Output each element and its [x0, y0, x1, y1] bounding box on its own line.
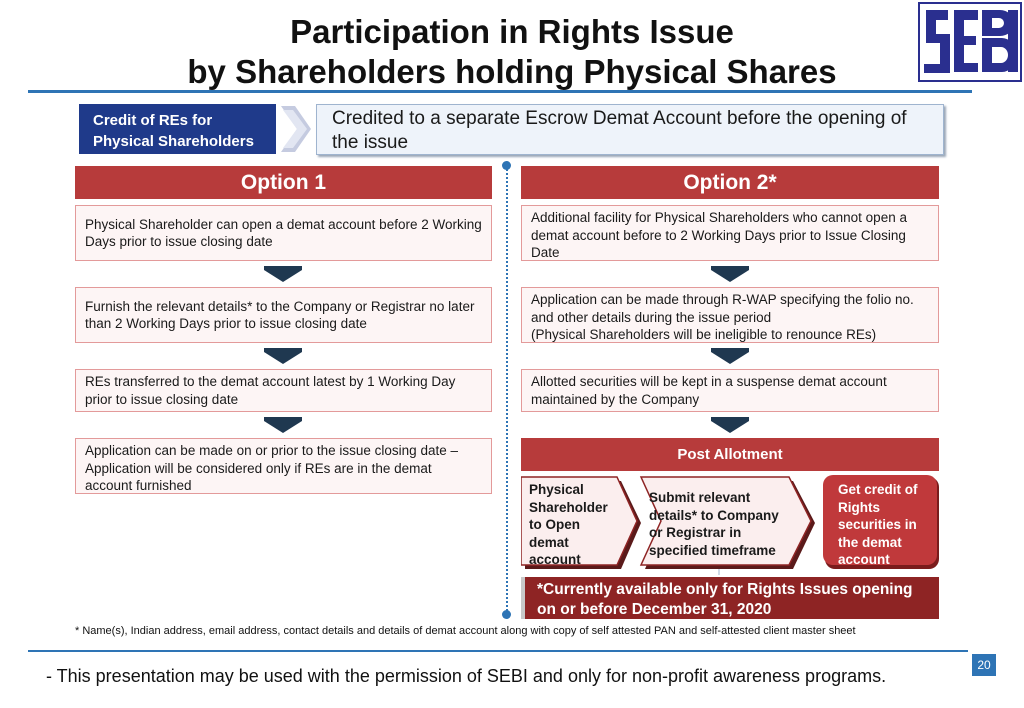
- banner-arrow-icon: [279, 104, 313, 154]
- option-1-heading: Option 1: [75, 166, 492, 199]
- divider-dot-bottom: [502, 610, 511, 619]
- option-2-step-3-text: Allotted securities will be kept in a suspense demat account maintained by the Company: [531, 374, 887, 407]
- option-1-step-4: [75, 438, 492, 494]
- down-arrow-icon: [711, 266, 749, 282]
- option-1-step-1-text: Physical Shareholder can open a demat account before 2 Working Days prior to issue closing date: [85, 216, 482, 249]
- down-arrow-icon: [711, 417, 749, 433]
- chevron-3-text: Get credit of Rights securities in the demat account: [838, 482, 918, 567]
- sebi-logo-icon: [918, 2, 1022, 82]
- option-2-step-1-text: Additional facility for Physical Shareholders who cannot open a demat account before to 2 Working Days prior to Issue Closing Date: [531, 210, 907, 260]
- divider-dot-top: [502, 161, 511, 170]
- footer-disclaimer: - This presentation may be used with the permission of SEBI and only for non-profit awareness programs.: [46, 666, 887, 686]
- option-2-step-1: [521, 205, 939, 261]
- page-number: 20: [972, 654, 996, 676]
- banner-description: Credited to a separate Escrow Demat Account before the opening of the issue: [316, 104, 944, 155]
- chevron-1-text: Physical Shareholder to Open demat account: [529, 482, 608, 567]
- option-1-step-3-text: REs transferred to the demat account latest by 1 Working Day prior to issue closing date: [85, 374, 456, 407]
- option-1-step-3: [75, 369, 492, 412]
- title-rule: [28, 90, 972, 93]
- post-allotment-heading: Post Allotment: [521, 438, 939, 471]
- footer-rule: [28, 650, 968, 652]
- option-1-step-1: [75, 205, 492, 261]
- banner-label: Credit of REs for Physical Shareholders: [79, 104, 276, 154]
- option-2-step-2-text: Application can be made through R-WAP specifying the folio no. and other details during the issue period: [531, 292, 914, 325]
- column-divider: [506, 166, 508, 614]
- chevron-2-text: Submit relevant details* to Company or Registrar in specified timeframe: [649, 490, 779, 558]
- down-arrow-icon: [264, 417, 302, 433]
- option-1-step-4-text: Application can be made on or prior to the issue closing date – Application will be considered only if REs are in the demat account furnished: [85, 443, 458, 493]
- option-2-step-2-subtext: (Physical Shareholders will be ineligible to renounce REs): [531, 327, 877, 342]
- footnote: * Name(s), Indian address, email address, contact details and details of demat account along with copy of self attested PAN and self-attested client master sheet: [75, 625, 856, 637]
- option-2-step-2: [521, 287, 939, 343]
- page-title-line-1: Participation in Rights Issue: [290, 13, 734, 50]
- down-arrow-icon: [264, 266, 302, 282]
- down-arrow-icon: [711, 348, 749, 364]
- availability-note: *Currently available only for Rights Issues opening on or before December 31, 2020: [521, 577, 939, 619]
- page-title-line-2: by Shareholders holding Physical Shares: [187, 53, 837, 90]
- option-2-heading: Option 2*: [521, 166, 939, 199]
- option-1-step-2: [75, 287, 492, 343]
- option-1-step-2-text: Furnish the relevant details* to the Company or Registrar no later than 2 Working Days prior to issue closing date: [85, 298, 475, 331]
- down-arrow-icon: [264, 348, 302, 364]
- option-2-step-3: [521, 369, 939, 412]
